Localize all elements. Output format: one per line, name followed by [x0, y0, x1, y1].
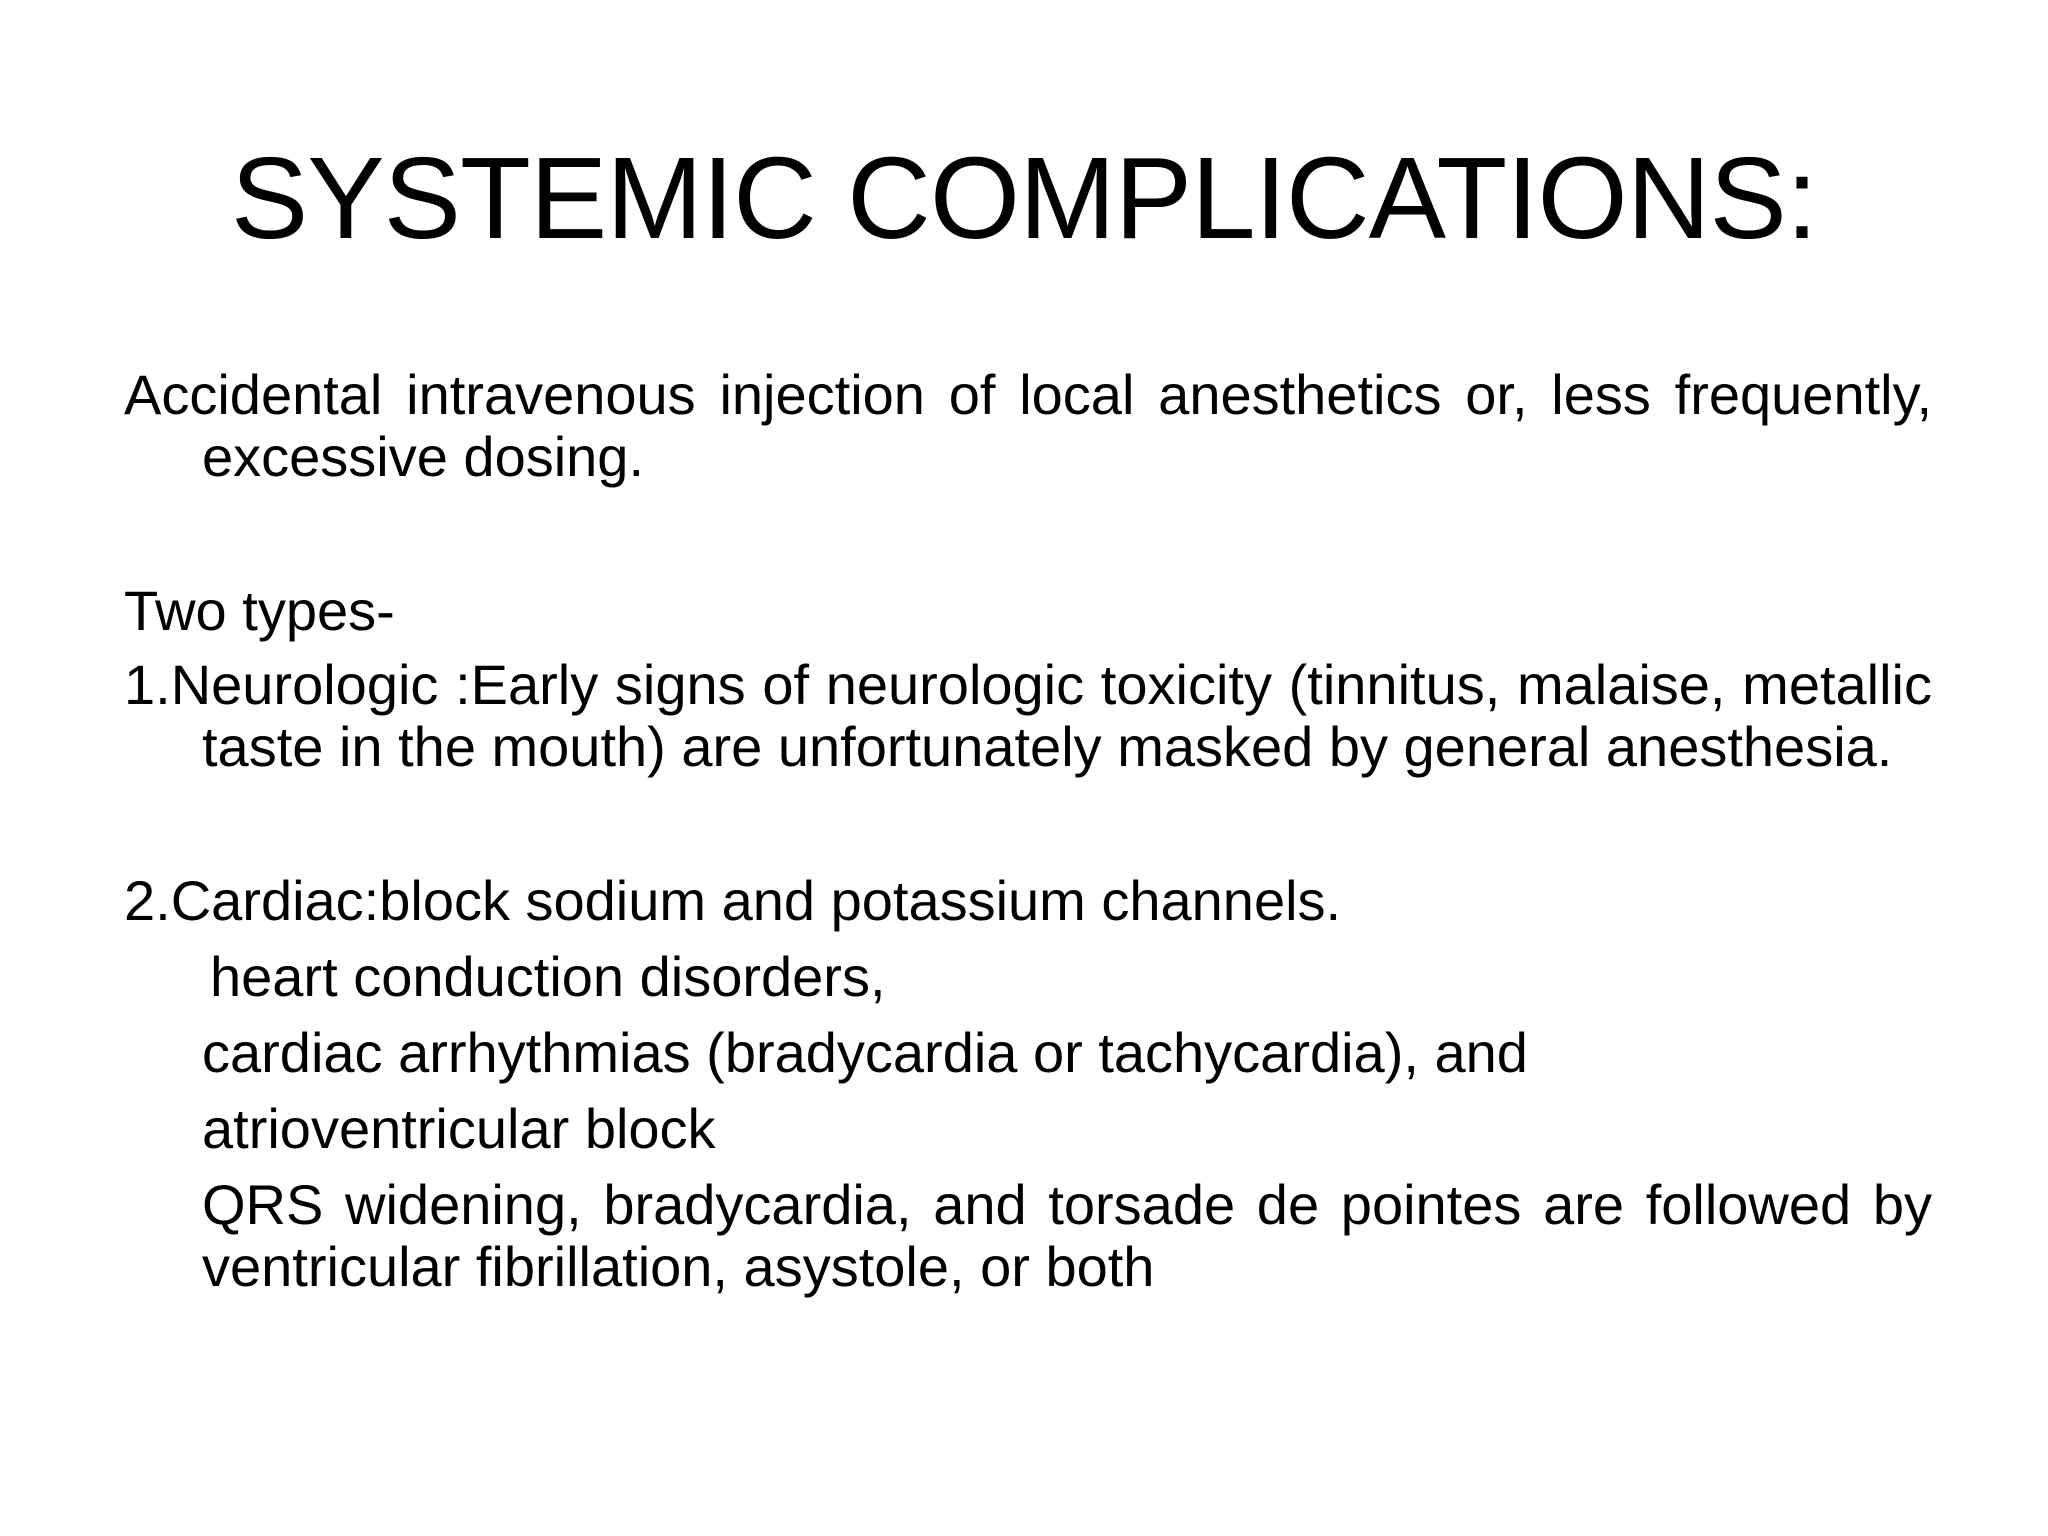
- intro-paragraph: Accidental intravenous injection of local anesthetics or, less frequently, excessive dosing.: [124, 363, 1932, 488]
- slide-title: SYSTEMIC COMPLICATIONS:: [230, 133, 1818, 263]
- types-heading: Two types-: [124, 579, 395, 642]
- cardiac-heading: 2.Cardiac:block sodium and potassium channels.: [124, 869, 1342, 932]
- cardiac-item-qrs: QRS widening, bradycardia, and torsade de pointes are followed by ventricular fibrillation, asystole, or both: [202, 1173, 1932, 1298]
- cardiac-item-arrhythmias: cardiac arrhythmias (bradycardia or tachycardia), and: [202, 1021, 1528, 1084]
- slide-body: [124, 364, 1932, 1298]
- cardiac-item-conduction: heart conduction disorders,: [210, 945, 886, 1008]
- neurologic-paragraph: 1.Neurologic :Early signs of neurologic toxicity (tinnitus, malaise, metallic taste in the mouth) are unfortunately masked by general anesthesia.: [124, 653, 1932, 778]
- cardiac-item-av-block: atrioventricular block: [202, 1097, 716, 1160]
